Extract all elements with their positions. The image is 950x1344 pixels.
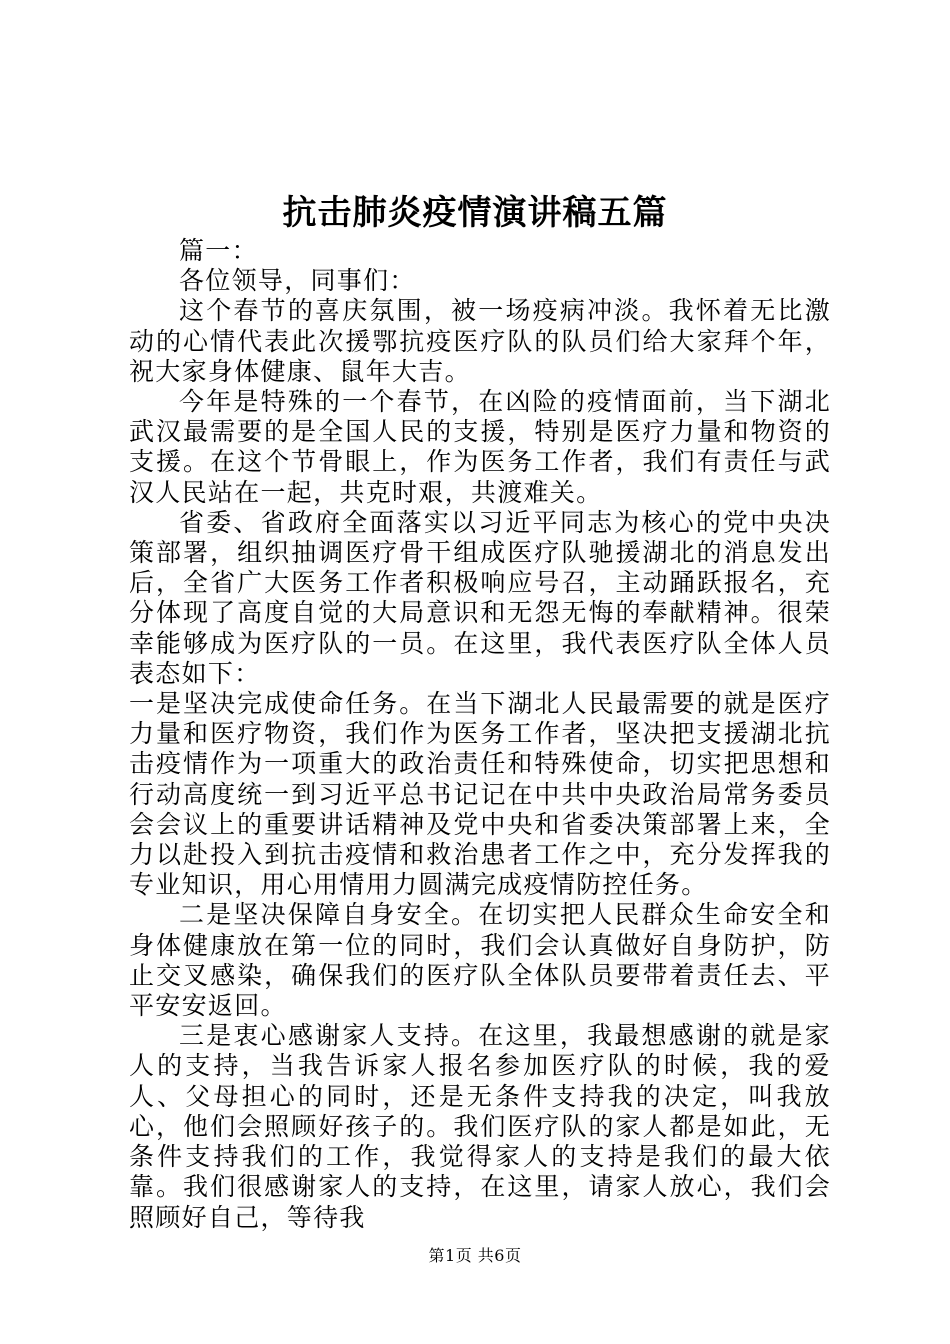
paragraph: 今年是特殊的一个春节，在凶险的疫情面前，当下湖北武汉最需要的是全国人民的支援，特别是医疗力量和物资的支援。在这个节骨眼上，作为医务工作者，我们有责任与武汉人民站在一起，共克时艰，共渡难关。 <box>129 387 831 507</box>
paragraph: 二是坚决保障自身安全。在切实把人民群众生命安全和身体健康放在第一位的同时，我们会认真做好自身防护，防止交叉感染，确保我们的医疗队全体队员要带着责任去、平平安安返回。 <box>129 900 831 1021</box>
document-title: 抗击肺炎疫情演讲稿五篇 <box>282 193 668 233</box>
page-number-footer: 第1页 共6页 <box>428 1246 522 1265</box>
salutation: 各位领导，同事们： <box>179 266 416 296</box>
document-body <box>129 236 831 1233</box>
paragraph: 这个春节的喜庆氛围，被一场疫病冲淡。我怀着无比激动的心情代表此次援鄂抗疫医疗队的队员们给大家拜个年，祝大家身体健康、鼠年大吉。 <box>129 296 831 386</box>
section-heading: 篇一： <box>179 236 258 265</box>
paragraph: 省委、省政府全面落实以习近平同志为核心的党中央决策部署，组织抽调医疗骨干组成医疗队驰援湖北的消息发出后，全省广大医务工作者积极响应号召，主动踊跃报名，充分体现了高度自觉的大局意识和无怨无悔的奉献精神。很荣幸能够成为医疗队的一员。在这里，我代表医疗队全体人员表态如下： <box>129 507 831 688</box>
paragraph: 三是衷心感谢家人支持。在这里，我最想感谢的就是家人的支持，当我告诉家人报名参加医疗队的时候，我的爱人、父母担心的同时，还是无条件支持我的决定，叫我放心，他们会照顾好孩子的。我们医疗队的家人都是如此，无条件支持我们的工作，我觉得家人的支持是我们的最大依靠。我们很感谢家人的支持，在这里，请家人放心，我们会照顾好自己，等待我 <box>129 1021 831 1232</box>
paragraph: 一是坚决完成使命任务。在当下湖北人民最需要的就是医疗力量和医疗物资，我们作为医务工作者，坚决把支援湖北抗击疫情作为一项重大的政治责任和特殊使命，切实把思想和行动高度统一到习近平总书记记在中共中央政治局常务委员会会议上的重要讲话精神及党中央和省委决策部署上来，全力以赴投入到抗击疫情和救治患者工作之中，充分发挥我的专业知识，用心用情用力圆满完成疫情防控任务。 <box>129 689 831 900</box>
